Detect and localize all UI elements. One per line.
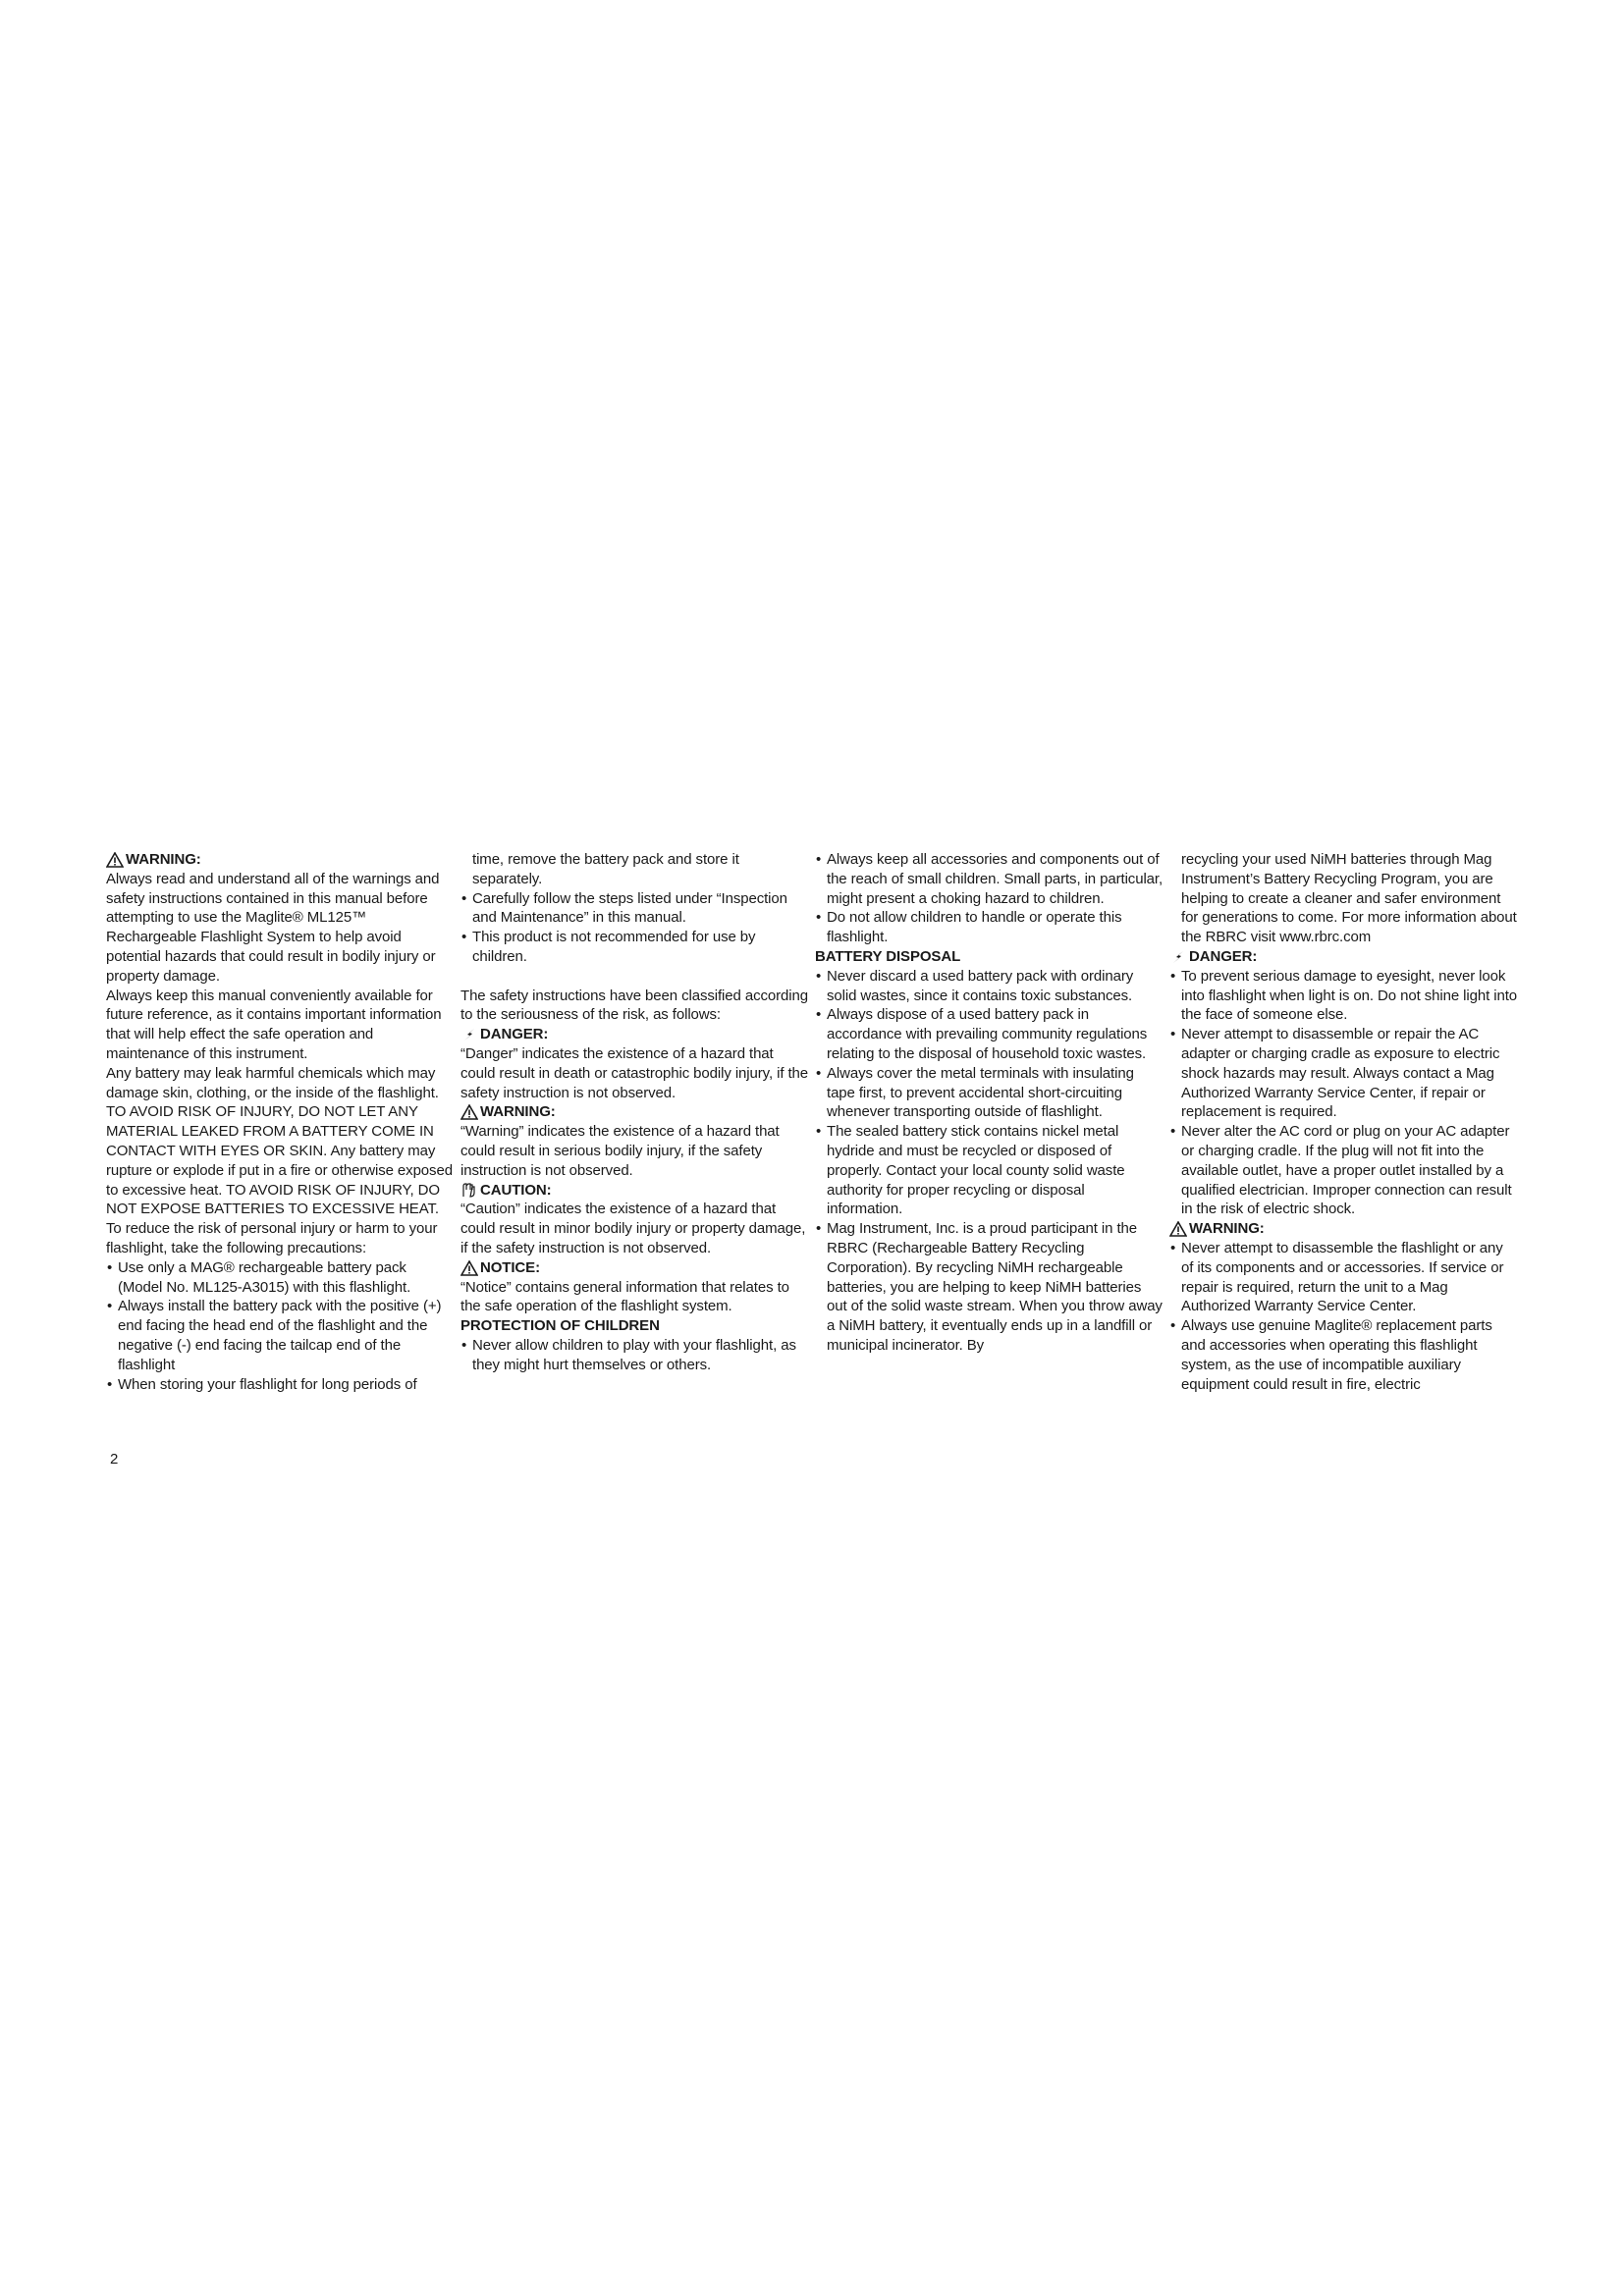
warning-triangle-icon <box>106 852 124 868</box>
caution-heading: CAUTION: <box>460 1181 809 1201</box>
list-item: • To prevent serious damage to eyesight, never look into flashlight when light is on. Do not shine light into the face of someone else. <box>1169 967 1518 1025</box>
notice-triangle-icon <box>460 1260 478 1276</box>
list-item: • The sealed battery stick contains nickel metal hydride and must be recycled or disposed of properly. Contact your local county solid waste authority for proper recycling or disposal information. <box>815 1122 1164 1219</box>
list-item: • Never attempt to disassemble the flashlight or any of its components and or accessories. If service or repair is required, return the unit to a Mag Authorized Warranty Service Center. <box>1169 1239 1518 1316</box>
danger-heading: DANGER: <box>1169 947 1518 967</box>
list-item: • Mag Instrument, Inc. is a proud participant in the RBRC (Rechargeable Battery Recycling Corporation). By recycling NiMH rechargeable batteries, you are helping to keep NiMH batteries out of the solid waste stream. When you throw away a NiMH battery, it eventually ends up in a landfill or municipal incinerator. By <box>815 1219 1164 1356</box>
list-item: • Carefully follow the steps listed under “Inspection and Maintenance” in this manual. <box>460 889 809 929</box>
list-item: • When storing your flashlight for long periods of <box>106 1375 455 1395</box>
list-item: • Never alter the AC cord or plug on your AC adapter or charging cradle. If the plug will not fit into the available outlet, have a proper outlet installed by a qualified electrician. Improper connection can result in the risk of electric shock. <box>1169 1122 1518 1219</box>
column-2 <box>460 850 809 1375</box>
list-item: • Never allow children to play with your flashlight, as they might hurt themselves or others. <box>460 1336 809 1375</box>
warning-triangle-icon <box>460 1104 478 1120</box>
warning-heading: WARNING: <box>1169 1219 1518 1239</box>
list-item: • Always dispose of a used battery pack in accordance with prevailing community regulations relating to the disposal of household toxic wastes. <box>815 1005 1164 1063</box>
list-item: • Never discard a used battery pack with ordinary solid wastes, since it contains toxic substances. <box>815 967 1164 1006</box>
paragraph: “Notice” contains general information that relates to the safe operation of the flashlight system. <box>460 1278 789 1315</box>
paragraph-continued: recycling your used NiMH batteries through Mag Instrument’s Battery Recycling Program, you are helping to create a cleaner and safer environment for generations to come. For more information about the RBRC visit www.rbrc.com <box>1181 851 1517 946</box>
caution-hand-icon <box>460 1182 478 1198</box>
list-item: • Always cover the metal terminals with insulating tape first, to prevent accidental short-circuiting whenever transporting outside of flashlight. <box>815 1064 1164 1122</box>
column-3 <box>815 850 1164 1356</box>
list-item: • This product is not recommended for use by children. <box>460 928 809 967</box>
lightning-bolt-icon <box>1169 949 1187 965</box>
list-item: • Always use genuine Maglite® replacement parts and accessories when operating this flashlight system, as the use of incompatible auxiliary equipment could result in fire, electric <box>1169 1316 1518 1394</box>
column-1 <box>106 850 455 1394</box>
paragraph: Any battery may leak harmful chemicals which may damage skin, clothing, or the inside of the flashlight. TO AVOID RISK OF INJURY, DO NOT LET ANY MATERIAL LEAKED FROM A BATTERY COME IN CONTACT WITH EYES OR SKIN. Any battery may rupture or explode if put in a fire or otherwise exposed to excessive heat. TO AVOID RISK OF INJURY, DO NOT EXPOSE BATTERIES TO EXCESSIVE HEAT. To reduce the risk of personal injury or harm to your flashlight, take the following precautions: <box>106 1064 453 1256</box>
paragraph: “Danger” indicates the existence of a hazard that could result in death or catastrophic bodily injury, if the safety instruction is not observed. <box>460 1044 809 1101</box>
warning-heading: WARNING: <box>106 850 455 870</box>
paragraph-continued: time, remove the battery pack and store it separately. <box>472 851 739 887</box>
warning-triangle-icon <box>1169 1221 1187 1237</box>
paragraph: The safety instructions have been classified according to the seriousness of the risk, as follows: <box>460 987 808 1024</box>
warning-heading: WARNING: <box>460 1102 809 1122</box>
danger-heading: DANGER: <box>460 1025 809 1044</box>
list-item: • Do not allow children to handle or operate this flashlight. <box>815 908 1164 947</box>
list-item: • Always install the battery pack with the positive (+) end facing the head end of the flashlight and the negative (-) end facing the tailcap end of the flashlight <box>106 1297 455 1374</box>
manual-page <box>106 850 1520 1439</box>
section-heading-protection-of-children: PROTECTION OF CHILDREN <box>460 1317 660 1335</box>
lightning-bolt-icon <box>460 1027 478 1042</box>
paragraph: Always keep this manual conveniently available for future reference, as it contains important information that will help effect the safe operation and maintenance of this instrument. <box>106 987 442 1062</box>
paragraph: “Warning” indicates the existence of a hazard that could result in serious bodily injury, if the safety instruction is not observed. <box>460 1123 780 1179</box>
list-item: • Use only a MAG® rechargeable battery pack (Model No. ML125-A3015) with this flashlight. <box>106 1258 455 1298</box>
page-number: 2 <box>110 1451 119 1468</box>
list-item: • Always keep all accessories and components out of the reach of small children. Small parts, in particular, might present a choking hazard to children. <box>815 850 1164 908</box>
paragraph: Always read and understand all of the warnings and safety instructions contained in this manual before attempting to use the Maglite® ML125™ Rechargeable Flashlight System to help avoid potential hazards that could result in bodily injury or property damage. <box>106 870 440 985</box>
paragraph: “Caution” indicates the existence of a hazard that could result in minor bodily injury or property damage, if the safety instruction is not observed. <box>460 1201 806 1256</box>
section-heading-battery-disposal: BATTERY DISPOSAL <box>815 947 961 965</box>
column-4 <box>1169 850 1518 1394</box>
notice-heading: NOTICE: <box>460 1258 809 1278</box>
list-item: • Never attempt to disassemble or repair the AC adapter or charging cradle as exposure to electric shock hazards may result. Always contact a Mag Authorized Warranty Service Center, if repair or replacement is required. <box>1169 1025 1518 1122</box>
